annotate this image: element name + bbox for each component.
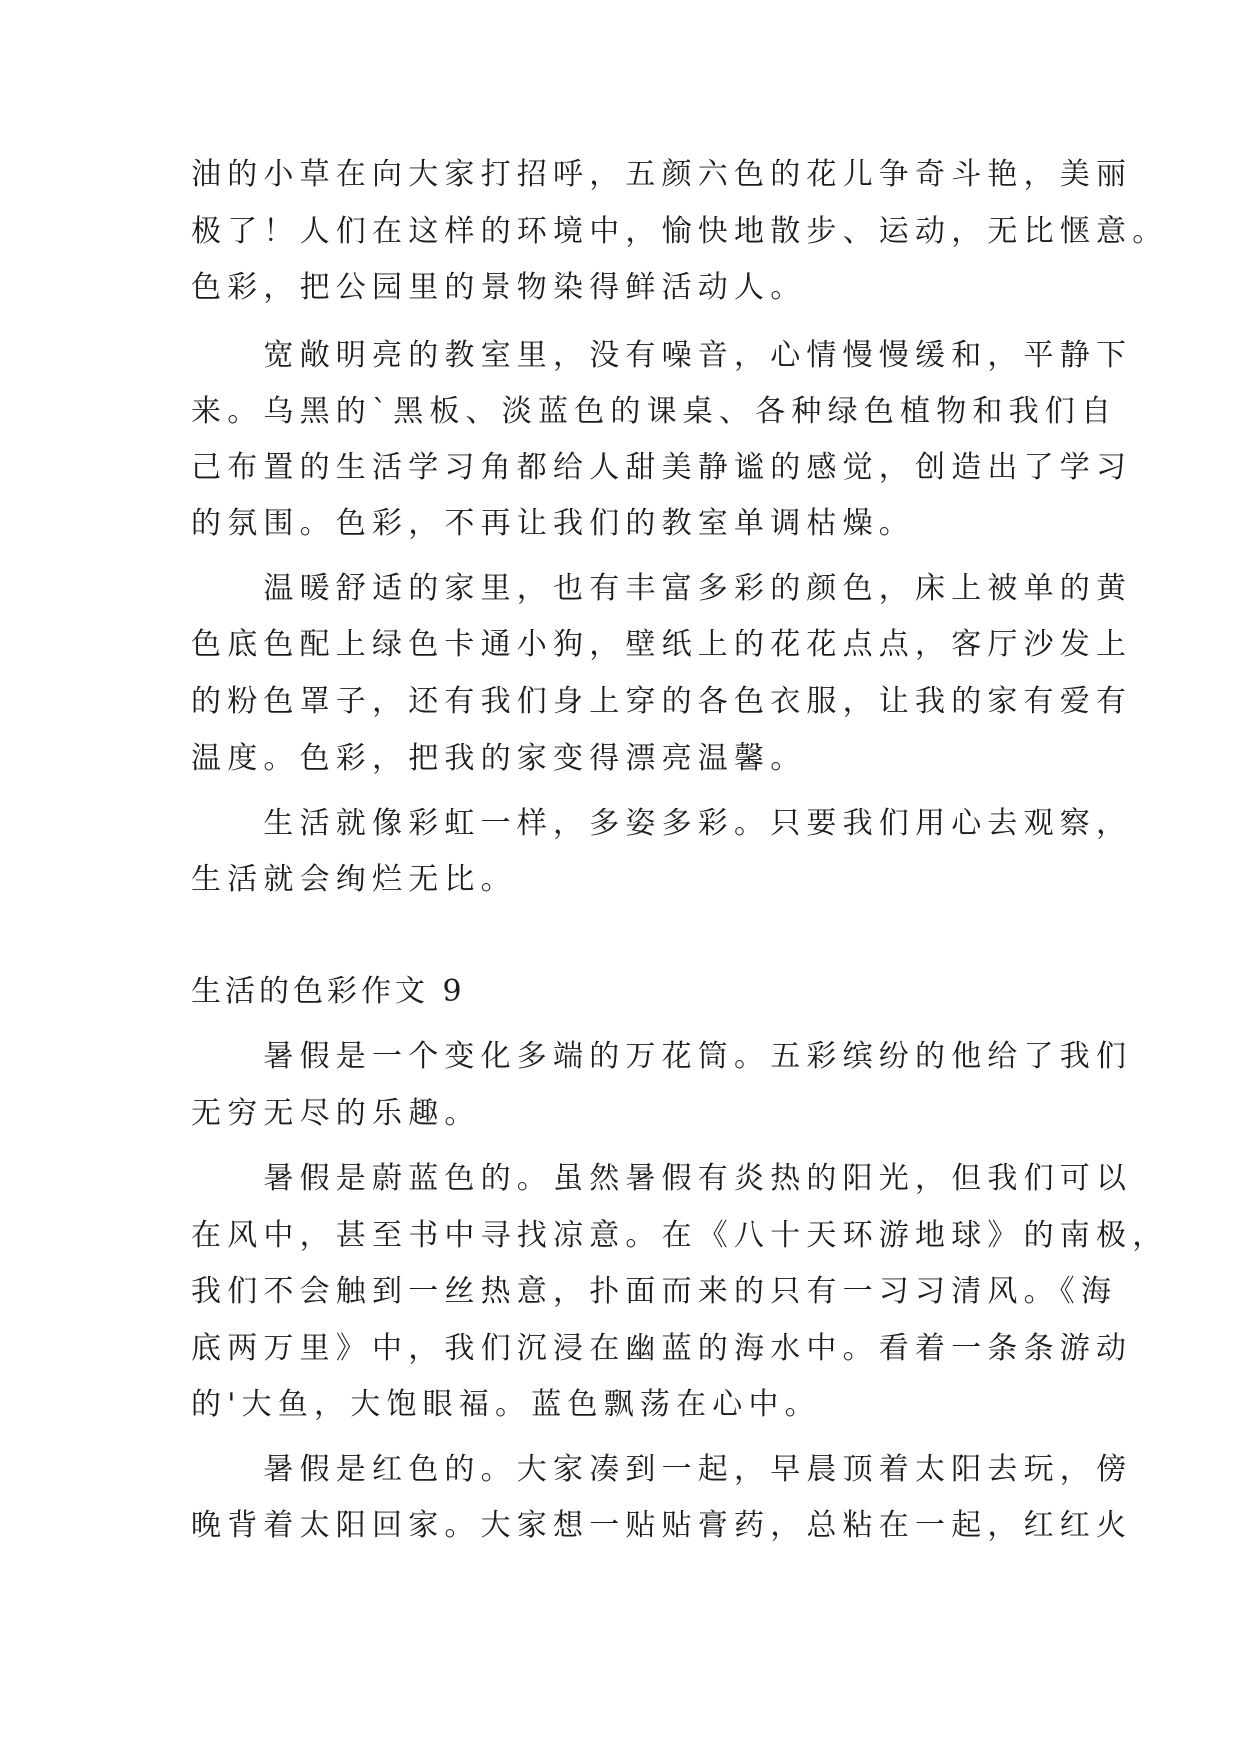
text-line: 来。乌黑的`黑板、淡蓝色的课桌、各种绿色植物和我们自: [191, 394, 1118, 429]
text-line: 生活就像彩虹一样，多姿多彩。只要我们用心去观察，: [191, 806, 1133, 841]
text-line: 色底色配上绿色卡通小狗，壁纸上的花花点点，客厅沙发上: [191, 627, 1133, 662]
text-line: 我们不会触到一丝热意，扑面而来的只有一习习清风。《海: [191, 1274, 1118, 1309]
text-line: 暑假是一个变化多端的万花筒。五彩缤纷的他给了我们: [191, 1039, 1133, 1074]
text-line: 的'大鱼，大饱眼福。蓝色飘荡在心中。: [191, 1387, 821, 1422]
text-line: 的氛围。色彩，不再让我们的教室单调枯燥。: [191, 506, 915, 541]
text-line: 极了！人们在这样的环境中，愉快地散步、运动，无比惬意。: [191, 214, 1169, 249]
text-line: 底两万里》中，我们沉浸在幽蓝的海水中。看着一条条游动: [191, 1331, 1133, 1366]
text-line: 宽敞明亮的教室里，没有噪音，心情慢慢缓和，平静下: [191, 338, 1133, 373]
text-line: 色彩，把公园里的景物染得鲜活动人。: [191, 270, 807, 305]
text-line: 生活就会绚烂无比。: [191, 862, 517, 897]
text-line: 晚背着太阳回家。大家想一贴贴膏药，总粘在一起，红红火: [191, 1508, 1133, 1543]
text-line: 油的小草在向大家打招呼，五颜六色的花儿争奇斗艳，美丽: [191, 157, 1133, 192]
text-line: 无穷无尽的乐趣。: [191, 1096, 481, 1131]
text-line: 的粉色罩子，还有我们身上穿的各色衣服，让我的家有爱有: [191, 684, 1133, 719]
section-title: 生活的色彩作文 9: [191, 974, 466, 1009]
text-line: 暑假是红色的。大家凑到一起，早晨顶着太阳去玩，傍: [191, 1452, 1133, 1487]
text-line: 温暖舒适的家里，也有丰富多彩的颜色，床上被单的黄: [191, 571, 1133, 606]
text-line: 在风中，甚至书中寻找凉意。在《八十天环游地球》的南极，: [191, 1218, 1169, 1253]
text-line: 温度。色彩，把我的家变得漂亮温馨。: [191, 741, 807, 776]
text-line: 暑假是蔚蓝色的。虽然暑假有炎热的阳光，但我们可以: [191, 1161, 1133, 1196]
text-line: 己布置的生活学习角都给人甜美静谧的感觉，创造出了学习: [191, 450, 1133, 485]
